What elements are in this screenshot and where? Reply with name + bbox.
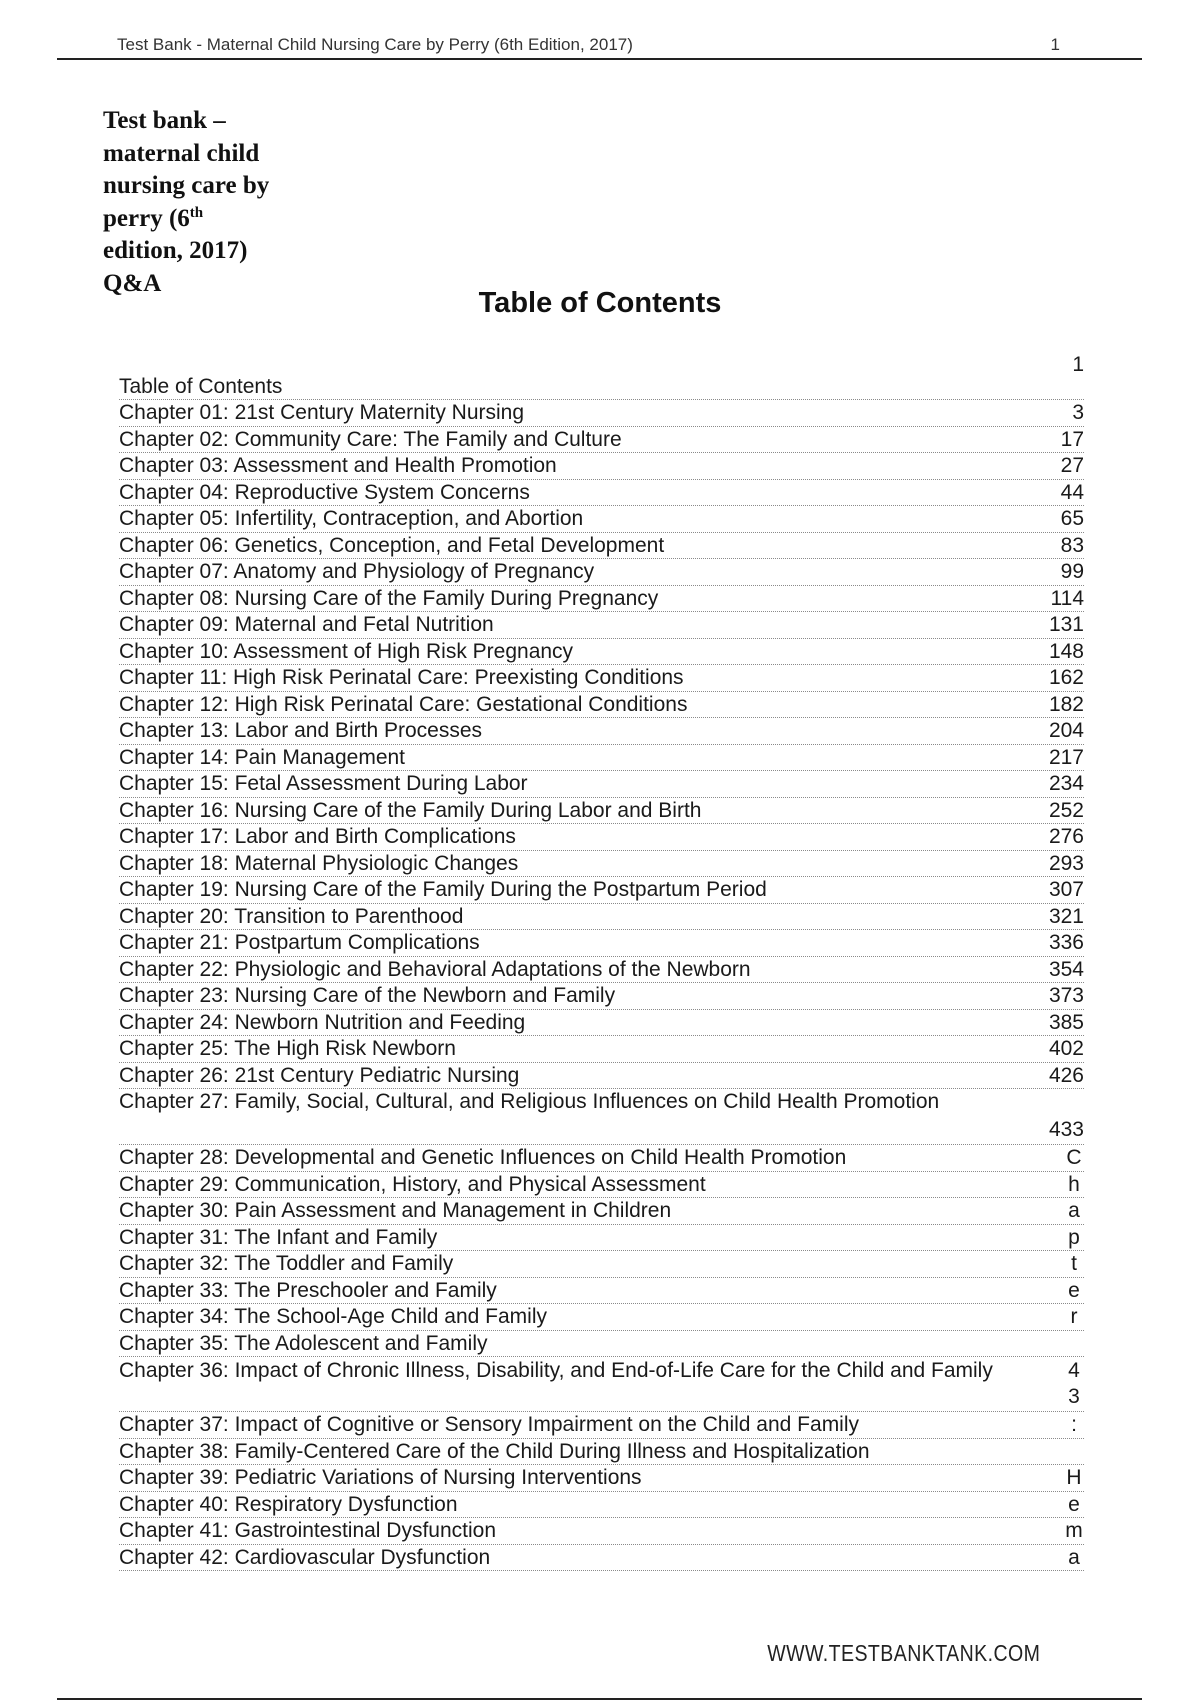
toc-entry[interactable] <box>119 718 1084 745</box>
toc-entry[interactable] <box>119 1251 1084 1278</box>
toc-entry-page: 3 <box>1072 401 1084 424</box>
toc-entry-title: Chapter 20: Transition to Parenthood <box>119 904 464 928</box>
toc-entry-title: Chapter 30: Pain Assessment and Management in Children <box>119 1199 672 1222</box>
toc-entry[interactable] <box>119 771 1084 798</box>
toc-entry-title: Chapter 27: Family, Social, Cultural, and Religious Influences on Child Health Promotion <box>119 1090 940 1113</box>
toc-entry-title: Chapter 32: The Toddler and Family <box>119 1252 454 1275</box>
toc-entry-title: Chapter 05: Infertility, Contraception, and Abortion <box>119 507 584 530</box>
toc-entry-title: Chapter 16: Nursing Care of the Family During Labor and Birth <box>119 798 702 822</box>
toc-entry-page: H <box>1066 1466 1082 1489</box>
toc-entry-title: Chapter 09: Maternal and Fetal Nutrition <box>119 613 494 636</box>
toc-entry-page: 114 <box>1050 586 1084 610</box>
toc-entry[interactable] <box>119 586 1084 613</box>
toc-entry[interactable] <box>119 1036 1084 1063</box>
toc-entry[interactable] <box>119 957 1084 984</box>
title-line-text: perry (6 <box>103 204 190 232</box>
toc-entry-page: 217 <box>1048 745 1084 769</box>
toc-entry[interactable] <box>119 506 1084 533</box>
toc-entry[interactable] <box>119 1198 1084 1225</box>
toc-entry-page: 148 <box>1048 639 1084 663</box>
toc-entry-page: 293 <box>1048 851 1084 875</box>
toc-entries <box>119 400 1084 1571</box>
toc-entry-title: Chapter 34: The School-Age Child and Family <box>119 1305 548 1328</box>
toc-entry-page: 99 <box>1060 560 1084 583</box>
toc-entry-page: 182 <box>1048 692 1084 716</box>
toc-entry-title: Chapter 13: Labor and Birth Processes <box>119 719 483 742</box>
toc-entry-page: : <box>1071 1413 1077 1436</box>
toc-entry[interactable] <box>119 1278 1084 1305</box>
toc-entry-page: 83 <box>1060 533 1084 557</box>
toc-entry[interactable] <box>119 877 1084 904</box>
toc-entry-title: Chapter 08: Nursing Care of the Family During Pregnancy <box>119 586 659 610</box>
toc-entry-page: a <box>1068 1545 1080 1569</box>
header-page-number: 1 <box>1050 35 1060 54</box>
toc-entry-title: Chapter 40: Respiratory Dysfunction <box>119 1492 458 1516</box>
toc-entry-title: Chapter 33: The Preschooler and Family <box>119 1278 497 1302</box>
toc-entry-title: Chapter 12: High Risk Perinatal Care: Gestational Conditions <box>119 692 688 716</box>
toc-entry-title: Chapter 23: Nursing Care of the Newborn and Family <box>119 984 616 1007</box>
toc-entry[interactable] <box>119 692 1084 719</box>
toc-entry-title: Chapter 26: 21st Century Pediatric Nursing <box>119 1063 520 1087</box>
toc-entry-page: 276 <box>1048 825 1084 848</box>
toc-entry[interactable] <box>119 1304 1084 1331</box>
toc-entry[interactable] <box>119 1439 1084 1466</box>
toc-entry-page: 354 <box>1048 957 1084 981</box>
toc-entry-page: 426 <box>1048 1063 1084 1087</box>
toc-entry-page: p <box>1068 1225 1080 1249</box>
toc-entry[interactable] <box>119 798 1084 825</box>
toc-entry-page: 44 <box>1060 480 1084 504</box>
toc-entry-page: 1 <box>1072 353 1084 376</box>
title-line: Q&A <box>103 269 162 297</box>
table-of-contents <box>119 353 1084 1571</box>
toc-entry[interactable] <box>119 612 1084 639</box>
title-line: edition, 2017) <box>103 237 248 264</box>
toc-entry-title: Table of Contents <box>119 375 283 398</box>
toc-entry-title: Chapter 04: Reproductive System Concerns <box>119 480 530 504</box>
toc-entry-title: Chapter 06: Genetics, Conception, and Fetal Development <box>119 533 665 557</box>
toc-entry[interactable] <box>119 1357 1084 1412</box>
toc-entry[interactable] <box>119 400 1084 427</box>
toc-entry-page: 385 <box>1048 1010 1084 1034</box>
toc-entry-page: a <box>1068 1199 1080 1222</box>
toc-entry[interactable] <box>119 983 1084 1010</box>
toc-entry-title: Chapter 22: Physiologic and Behavioral Adaptations of the Newborn <box>119 957 751 981</box>
website-footer: WWW.TESTBANKTANK.COM <box>766 1640 1040 1666</box>
toc-entry[interactable] <box>119 1145 1084 1172</box>
toc-entry[interactable] <box>119 639 1084 666</box>
toc-entry[interactable] <box>119 1010 1084 1037</box>
toc-entry-page: 321 <box>1048 904 1084 928</box>
toc-entry[interactable] <box>119 1225 1084 1252</box>
toc-entry[interactable] <box>119 745 1084 772</box>
toc-entry[interactable] <box>119 1465 1084 1492</box>
toc-entry-title: Chapter 42: Cardiovascular Dysfunction <box>119 1545 491 1569</box>
toc-entry-title: Chapter 02: Community Care: The Family and Culture <box>119 427 622 451</box>
toc-entry-title: Chapter 29: Communication, History, and Physical Assessment <box>119 1172 706 1196</box>
toc-entry[interactable] <box>119 1492 1084 1519</box>
title-line: nursing care by <box>103 172 270 199</box>
toc-entry-title: Chapter 21: Postpartum Complications <box>119 931 480 954</box>
toc-entry-page: 204 <box>1048 719 1084 742</box>
toc-entry[interactable] <box>119 665 1084 692</box>
toc-entry-title: Chapter 01: 21st Century Maternity Nursing <box>119 401 525 424</box>
toc-entry[interactable] <box>119 1063 1084 1090</box>
toc-entry[interactable] <box>119 1089 1084 1145</box>
toc-entry-title: Chapter 19: Nursing Care of the Family During the Postpartum Period <box>119 878 767 901</box>
toc-entry-title: Chapter 31: The Infant and Family <box>119 1225 438 1249</box>
toc-entry[interactable] <box>119 1412 1084 1439</box>
toc-entry[interactable] <box>119 851 1084 878</box>
toc-entry-page: h <box>1068 1172 1080 1196</box>
toc-entry[interactable] <box>119 559 1084 586</box>
toc-entry-page: 27 <box>1060 454 1084 477</box>
toc-entry-page: 336 <box>1048 931 1084 954</box>
toc-heading: Table of Contents <box>478 287 722 319</box>
toc-entry-page: 4 <box>1068 1359 1080 1382</box>
toc-entry-title: Chapter 24: Newborn Nutrition and Feeding <box>119 1010 526 1034</box>
toc-entry[interactable] <box>119 1172 1084 1199</box>
page-header <box>57 34 1142 60</box>
toc-entry-page-line2 <box>1064 1384 1084 1410</box>
toc-entry-page: t <box>1071 1252 1077 1275</box>
toc-entry[interactable] <box>119 427 1084 454</box>
toc-entry-title: Chapter 37: Impact of Cognitive or Sensory Impairment on the Child and Family <box>119 1413 860 1436</box>
title-line: Test bank – <box>103 107 226 134</box>
toc-entry[interactable] <box>119 480 1084 507</box>
document-title <box>103 105 303 300</box>
toc-entry-title: Chapter 25: The High Risk Newborn <box>119 1037 456 1060</box>
toc-entry[interactable] <box>119 353 1084 400</box>
toc-entry-title: Chapter 15: Fetal Assessment During Labor <box>119 772 528 795</box>
toc-entry-title: Chapter 38: Family-Centered Care of the Child During Illness and Hospitalization <box>119 1439 870 1463</box>
toc-entry-page: C <box>1066 1146 1082 1169</box>
toc-entry-page: 433 <box>1048 1118 1084 1141</box>
toc-entry-page: 65 <box>1060 507 1084 530</box>
toc-entry-page-cont: 3 <box>1068 1385 1080 1408</box>
toc-entry-title: Chapter 35: The Adolescent and Family <box>119 1331 488 1355</box>
toc-entry-page: 131 <box>1048 613 1084 636</box>
toc-entry-page: 373 <box>1048 984 1084 1007</box>
header-title: Test Bank - Maternal Child Nursing Care by Perry (6th Edition, 2017) <box>117 35 633 54</box>
toc-entry-page: 402 <box>1048 1037 1084 1060</box>
toc-entry[interactable] <box>119 1545 1084 1572</box>
title-line: maternal child <box>103 139 260 167</box>
toc-entry-title: Chapter 14: Pain Management <box>119 745 406 769</box>
toc-entry-title: Chapter 07: Anatomy and Physiology of Pregnancy <box>119 560 595 583</box>
title-superscript: th <box>189 204 204 221</box>
toc-entry[interactable] <box>119 1331 1084 1358</box>
toc-entry-page: e <box>1068 1492 1080 1516</box>
toc-entry[interactable] <box>119 453 1084 480</box>
toc-entry-page: m <box>1065 1519 1083 1542</box>
toc-entry-page: 307 <box>1048 878 1084 901</box>
toc-entry-title: Chapter 41: Gastrointestinal Dysfunction <box>119 1519 497 1542</box>
toc-entry-title: Chapter 03: Assessment and Health Promotion <box>119 454 557 477</box>
toc-entry-title: Chapter 11: High Risk Perinatal Care: Preexisting Conditions <box>119 666 684 689</box>
toc-entry[interactable] <box>119 904 1084 931</box>
toc-entry-page: 162 <box>1048 666 1084 689</box>
toc-entry[interactable] <box>119 824 1084 851</box>
toc-entry-page: 252 <box>1048 798 1084 822</box>
toc-entry-title: Chapter 18: Maternal Physiologic Changes <box>119 851 519 875</box>
toc-entry-title: Chapter 36: Impact of Chronic Illness, Disability, and End-of-Life Care for the Child and Family <box>119 1359 993 1382</box>
toc-entry[interactable] <box>119 533 1084 560</box>
title-line <box>103 203 303 236</box>
toc-entry-title: Chapter 17: Labor and Birth Complications <box>119 825 516 848</box>
toc-entry-page: r <box>1070 1305 1078 1328</box>
toc-entry-title: Chapter 10: Assessment of High Risk Pregnancy <box>119 639 574 663</box>
toc-entry-title: Chapter 39: Pediatric Variations of Nursing Interventions <box>119 1466 642 1489</box>
toc-entry-page: 234 <box>1048 772 1084 795</box>
toc-entry[interactable] <box>119 1518 1084 1545</box>
toc-entry-title: Chapter 28: Developmental and Genetic Influences on Child Health Promotion <box>119 1146 847 1169</box>
toc-entry-page: e <box>1068 1278 1080 1302</box>
toc-entry[interactable] <box>119 930 1084 957</box>
toc-entry-page: 17 <box>1060 427 1084 451</box>
